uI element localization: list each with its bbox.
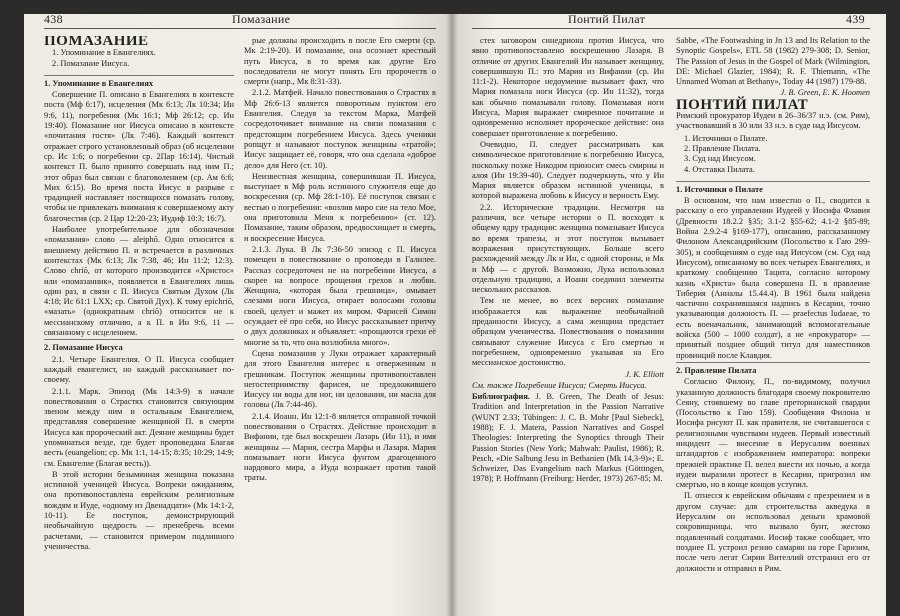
paragraph: стех заговором синедриона против Иисуса, что явно противопоставлено воскрешению Лазаря. В отличие от других Евангелий Ин называет женщину, совершившую П.: это Мария из Вифании (ср. Ин 11:1-2). Некоторое недоумение вызывает факт, что Мария помазала ноги Иисуса (ср. Ин 11:32), тогда как обычно помазывали голову. Помазывая ноги Иисуса, Мария выражает смиренное почитание и одновременно исполняет пророческое действие: она совершает приготовление к погребению. — [472, 36, 664, 138]
toc-item: 2. Помазание Иисуса. — [52, 58, 130, 68]
author-signature: J. B. Green, E. K. Hoomen — [780, 88, 870, 98]
left-column-1 — [44, 36, 234, 612]
entry-title-pilate: ПОНТИЙ ПИЛАТ — [676, 96, 809, 113]
see-also-label: См. также — [472, 380, 513, 390]
section-heading: 2. Помазание Иисуса — [44, 339, 234, 353]
bibliography-continued: Sabbe, «The Footwashing in Jn 13 and Its Relation to the Synoptic Gospels», ETL 58 (1982) 279-308; D. Senior, The Passion of Jesus in the Gospel of Mark (Wilmington, DE: Michael Glazier, 1984); R. F. Thiemann, «The Unnamed Woman at Bethany», Today 44 (1987) 179-88. — [676, 36, 870, 87]
paragraph: Тем не менее, во всех версиях помазание изображается как выражение необычайной преданности Иисусу, а сама женщина предстает образцом ученичества. Повествования о помазании связывают служение Иисуса с Его смертью и погребением, одновременно указывая на Его мессианское достоинство. — [472, 296, 664, 368]
entry-contents — [676, 134, 870, 175]
see-also-text: Погребение Иисуса; Смерть Иисуса. — [514, 380, 647, 390]
right-column-1 — [472, 36, 664, 612]
left-column-2 — [244, 36, 436, 612]
entry-title-anointing: ПОМАЗАНИЕ — [44, 36, 149, 49]
paragraph: рые должны происходить в после Его смерти (ср. Мк 2:19-20). И помазание, она осознает крестный путь Иисуса, в то время как другие Его последователи не могут понять Его пророчеств о смерти (напр., Мк 8:31-33). — [244, 36, 436, 87]
see-also — [472, 381, 664, 391]
paragraph: Неизвестная женщина, совершившая П. Иисуса, выступает в Мф роль истинного служителя еще до воскресения (ср. Мф 28:1-10). Её поступок связан с вестью о погребении: «возлив миро сие на тело Мое, она приготовила Меня к погребению» (ст. 12). Помазание, таким образом, предвосхищает и смерть, и воскресение Иисуса. — [244, 171, 436, 243]
toc-item: 2. Правление Пилата. — [684, 143, 761, 153]
paragraph: 2.1.4. Иоанн. Ин 12:1-8 является отправной точкой повествования о Страстях. Действие происходит в Вифании, где был воскрешен Лазарь (Ин 11), и имя женщины — Мария, сестра Марфы и Лазаря. Мария помазывает ноги Иисуса фунтом драгоценного нардового мира, а Иуда возражает против такой траты. — [244, 411, 436, 483]
book-gutter — [446, 14, 458, 616]
section-heading: 1. Источники о Пилате — [676, 181, 870, 195]
toc-item: 1. Упоминание в Евангелиях. — [52, 48, 156, 58]
section-heading: 2. Правление Пилата — [676, 362, 870, 376]
paragraph: Очевидно, П. следует рассматривать как символическое приготовление к погребению Иисуса, поскольку позже Никодим приносит смесь смирны и алоя (Ин 19:39-40). Следует подчеркнуть, что у Ин Мария является образом истинной ученицы, в которой выражена любовь к Иисусу и верность Ему. — [472, 139, 664, 201]
paragraph: П. отнесся к еврейским обычаям с презрением и в другом случае: для строительства акведука в Иерусалим он использовал деньги храмовой сокровищницы, что вызвало бунт, жестоко подавленный солдатами. Иосиф также сообщает, что позднее П. устроил резню самарян на горе Гаризим, после чего легат Сирии Вителлий отстранил его от должности и отправил в Рим. — [676, 491, 870, 573]
entry-contents — [44, 48, 234, 69]
paragraph: 2.1.2. Матфей. Начало повествования о Страстях в Мф 26:6-13 является поворотным пунктом его Евангелия. Следуя за текстом Марка, Матфей сосредоточивает внимание на связи помазания с предстоящим погребением Иисуса. Здесь ученики ропщут и называют поступок женщины «тратой»; Иисус защищает её, говоря, что она сделала «доброе дело» для Него (ст. 10). — [244, 88, 436, 170]
toc-item: 4. Отставка Пилата. — [684, 164, 755, 174]
paragraph: В основном, что нам известно о П., сводится к рассказу о его управлении Иудеей у Иосифа Флавия (Древности 18.2.2 §35; 3.1-2 §55-62; 4.1-2 §85-89; Война 2.9.2-4 §169-177), описанию, рассказанному Филоном Александрийским (Посольство к Гаю 299-305), и сообщениям о суде над Иисусом (см. Суд над Иисусом), описанному во всех четырех Евангелиях, и краткому сообщению Тацита, согласно которому казнь «Христа» была совершена П. в правление Тиберия (Анналы 15.44.4). В 1961 была найдена частично сохранившаяся надпись в Кесарии, точно указывающая должность П. — praefectus Iudaeae, то есть военачальник, занимающий вспомогательные войска (500 – 1000 солдат), а не «прокуратор» — принятый позднее общий титул для наместников провинций после Клавдия. — [676, 196, 870, 360]
left-page-number: 438 — [44, 12, 63, 26]
entry-intro: Римский прокуратор Иудеи в 26–36/37 н.э. (см. Рим), участвовавший в 30 или 33 н.э. в суде над Иисусом. — [676, 111, 870, 131]
right-column-2 — [676, 36, 870, 612]
toc-item: 3. Суд над Иисусом. — [684, 154, 756, 164]
toc-item: 1. Источники о Пилате. — [684, 133, 768, 143]
left-header-rule — [44, 28, 436, 29]
paragraph: 2.2. Исторические традиции. Несмотря на различия, все четыре истории о П. восходят к общему ядру традиции: женщина помазывает Иисуса во время трапезы, и этот поступок вызывает возражения присутствующих. Больше всего расхождений между Лк и Ин, с одной стороны, и Мк и Мф — с другой. Возможно, Лука использовал отдельную традицию, а Иоанн соединил элементы нескольких рассказов. — [472, 202, 664, 295]
author-signature: J. K. Elliott — [625, 369, 664, 379]
right-running-title: Понтий Пилат — [568, 12, 646, 26]
paragraph: 2.1. Четыре Евангелия. О П. Иисуса сообщает каждый евангелист, но каждый рассказывает по-своему. — [44, 354, 234, 385]
paragraph: Совершение П. описано в Евангелиях в контексте поста (Мф 6:17), исцеления (Мк 6:13; Лк 10:34; Ин 9:6, 11), погребения (Мк 16:1; Мф 26:12; ср. Ин 19:40). Помазание ног Иисуса описано в контексте «почитания гостя» (Лк 7:46). Каждый контекст отражает строго установленный образ (об исцелении ср. Ис 1:6; о погребении ср. 2Пар 16:14). Чистый контекст П. было принято совершать над ним П.; этот образ был связан с благоволением (ср. Ам 6:6; Мих 6:15). Во время поста Иисус в разрыве с традицией наставляет постящихся помазать голову, чтобы не привлекать внимания к совершаемому акту благочестия (ср. 2 Цар 12:20-23; Иудиф 10:3; 16:7). — [44, 90, 234, 223]
paragraph: В этой истории безымянная женщина показана истинной ученицей Иисуса. Вопреки ожиданиям, она противопоставлена еврейским религиозным вождям и Иуде, «одному из Двенадцати» (Мк 14:1-2, 10-11). Ее поступок, демонстрирующий необычайную щедрость — пренебречь всеми расчетами, — становится примером подлинного ученичества. — [44, 469, 234, 551]
left-running-title: Помазание — [232, 12, 291, 26]
right-header-rule — [472, 28, 870, 29]
right-page-number: 439 — [846, 12, 865, 26]
bibliography — [472, 392, 664, 485]
paragraph: Согласно Филону, П., по-видимому, получил указанную должность благодаря своему покровителю Сеяну, стоявшему во главе преторианской гвардии (Посольство к Гаю 159). Сообщения Филона и Иосифа рисуют П. как правителя, не считавшегося с религиозными чувствами иудеев. Первый известный инцидент — внесение в Иерусалим военных штандартов с изображением императора: вопреки прежней практике П. велел внести их ночью, а когда иудеи выразили протест в Кесарии, пригрозил им смертью, но в конце концов уступил. — [676, 377, 870, 490]
paragraph: 2.1.1. Марк. Эпизод (Мк 14:3-9) в начале повествования о Страстях становится связующим звеном между ним и остальным Евангелием, представляя совершение женщиной П. в смерти Иисуса как пророческий акт. Деяние женщины будет упоминаться везде, где будет проповедана Благая весть (euangelion; ср. Мк 1:1, 14-15; 8:35; 10:29; 14:9; см. Евангелие (Благая весть)). — [44, 386, 234, 468]
paragraph: 2.1.3. Лука. В Лк 7:36-50 эпизод с П. Иисуса помещен в повествование о проповеди в Галилее. Рассказ сосредоточен не на погребении Иисуса, а скорее на вопросе прощения грехов и любви. Женщина, «которая была грешница», омывает слезами ноги Иисуса, отирает волосами головы своей, целует и мажет их миром. Фарисей Симон осуждает её про себя, но Иисус рассказывает притчу о двух должниках и объявляет: «прощаются грехи её многие за то, что она возлюбила много». — [244, 244, 436, 347]
paragraph: Наиболее употребительное для обозначения «помазания» слово — aleiphō. Одно относится к внешнему действию П. и встречается в различных контекстах (Мк 6:13; Лк 7:38, 46; Ин 11:2; 12:3). Слово chriō, от которого производится «Христос» или «помазанник», появляется в Евангелиях лишь один раз, в связи с П. Иисуса Святым Духом (Лк 4:18; Ис 61:1 LXX; ср. Святой Дух). К тому epichriō, «мазать» (однократным chriō) относится не к мессианскому отличию, а к П. в Ин 9:6, 11 — связанному с исцелением. — [44, 225, 234, 338]
bibliography-text: J. B. Green, The Death of Jesus: Tradition and Interpretation in the Passion Narrative (WUNT 2.33; Tübingen: J. C. B. Mohr [Paul Siebeck], 1988); F. J. Matera, Passion Narratives and Gospel Theologies: Interpreting the Synoptics through Their Passion Stories (New York; Mahwah: Paulist, 1986); R. Pesch, «Die Salbung Jesu in Bethanien (Mk 14,3-9)»; E. Schweizer, Das Evangelium nach Markus (Göttingen, 1978); P. Hoffmann (Freiburg: Herder, 1973) 267-85; M. — [472, 392, 664, 484]
section-heading: 1. Упоминание в Евангелиях — [44, 75, 234, 89]
paragraph: Сцена помазания у Луки отражает характерный для этого Евангелия интерес к отверженным и грешникам. Поступок женщины противопоставлен негостеприимству фарисея, не предложившего Иисусу ни воды для ног, ни целования, ни масла для головы (Лк 7:44-46). — [244, 348, 436, 410]
bibliography-label: Библиография. — [472, 392, 530, 402]
